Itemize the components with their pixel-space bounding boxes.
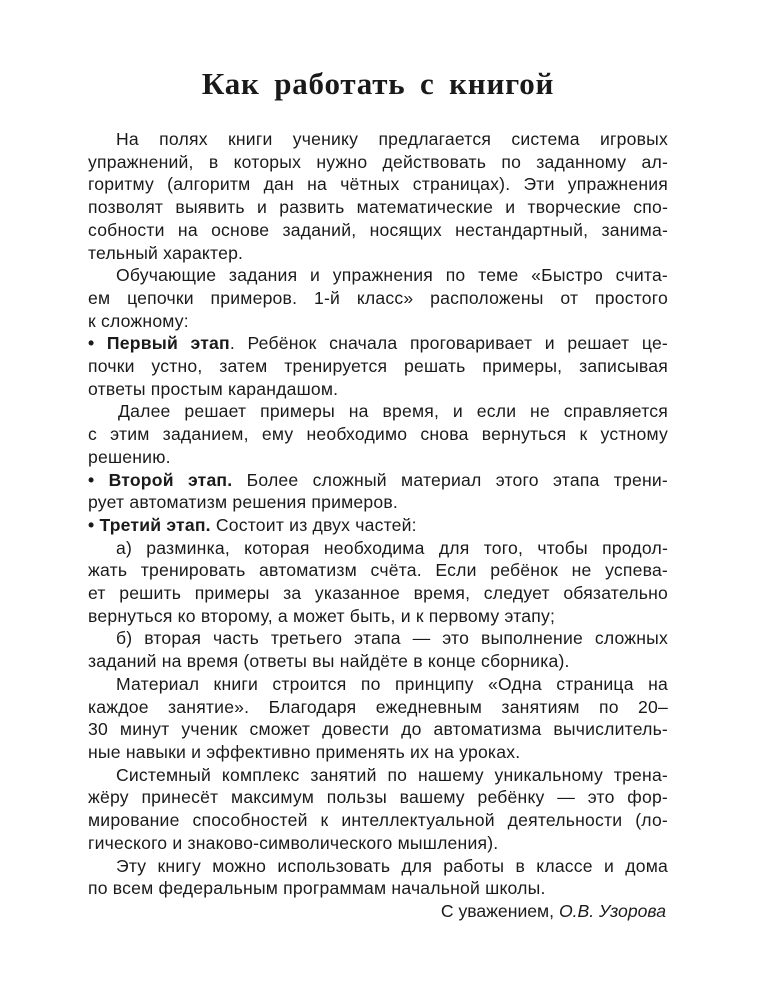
- text-line: [88, 605, 668, 628]
- line-text: ответы простым карандашом.: [88, 378, 339, 399]
- text-line: [88, 809, 668, 832]
- text-line: [88, 219, 668, 242]
- page-title: Как работать с книгой: [201, 66, 555, 101]
- signature: [88, 900, 668, 923]
- text-line: [88, 718, 668, 741]
- text-line: [88, 764, 668, 787]
- text-line: [88, 650, 668, 673]
- text-line: [88, 582, 668, 605]
- signature-greeting: С уважением,: [440, 900, 555, 921]
- line-text: ем цепочки примеров. 1-й класс» расположены от простого: [88, 287, 668, 308]
- stage-label: • Второй этап.: [88, 469, 233, 490]
- text-line: [88, 559, 668, 582]
- line-text: . Ребёнок сначала проговаривает и решает це-: [229, 333, 668, 354]
- line-text: каждое занятие». Благодаря ежедневным занятиям по 20–: [88, 696, 668, 717]
- text-line: [88, 627, 668, 650]
- text-line: [88, 423, 668, 446]
- text-line: [88, 673, 668, 696]
- text-line: [88, 242, 668, 265]
- line-text: упражнений, в которых нужно действовать по заданному ал-: [88, 151, 668, 172]
- line-text: мирование способностей к интеллектуальной деятельности (ло-: [88, 810, 668, 831]
- line-text: Далее решает примеры на время, и если не справляется: [118, 401, 668, 422]
- line-text: горитму (алгоритм дан на чётных страницах). Эти упражнения: [88, 174, 668, 195]
- text-line: [88, 491, 668, 514]
- line-text: собности на основе заданий, носящих нестандартный, занима-: [88, 219, 668, 240]
- line-text: с этим заданием, ему необходимо снова вернуться к устному: [88, 424, 668, 445]
- line-text: 30 минут ученик сможет довести до автоматизма вычислитель-: [88, 719, 668, 740]
- text-line: [88, 696, 668, 719]
- line-text: Системный комплекс занятий по нашему уникальному трена-: [116, 764, 668, 785]
- stage-label: • Первый этап: [88, 333, 230, 354]
- text-line: [88, 264, 668, 287]
- body-text: [88, 128, 668, 900]
- line-text: решению.: [88, 446, 171, 467]
- line-text: ные навыки и эффективно применять их на уроках.: [88, 741, 521, 762]
- text-line: [88, 537, 668, 560]
- line-text: жёру принесёт максимум пользы вашему ребёнку — это фор-: [88, 787, 668, 808]
- line-text: ет решить примеры за указанное время, следует обязательно: [88, 583, 668, 604]
- text-line: [88, 855, 668, 878]
- text-line: [88, 378, 668, 401]
- line-text: позволят выявить и развить математические и творческие спо-: [88, 197, 668, 218]
- line-text: заданий на время (ответы вы найдёте в конце сборника).: [88, 651, 570, 672]
- text-line: [88, 287, 668, 310]
- line-text: Обучающие задания и упражнения по теме «Быстро счита-: [116, 265, 668, 286]
- line-text: Состоит из двух частей:: [210, 514, 417, 535]
- text-line: [88, 128, 668, 151]
- signature-author: О.В. Узорова: [558, 900, 666, 921]
- text-line: [88, 310, 668, 333]
- text-line: [88, 196, 668, 219]
- stage-label: • Третий этап.: [88, 514, 211, 535]
- line-text: Эту книгу можно использовать для работы в классе и дома: [116, 855, 668, 876]
- text-line: [88, 741, 668, 764]
- line-text: На полях книги ученику предлагается система игровых: [116, 129, 668, 149]
- text-line: [88, 469, 668, 492]
- text-line: [88, 446, 668, 469]
- line-text: почки устно, затем тренируется решать примеры, записывая: [88, 356, 668, 377]
- line-text: Материал книги строится по принципу «Одна страница на: [116, 673, 668, 694]
- line-text: к сложному:: [88, 310, 189, 331]
- text-line: [88, 173, 668, 196]
- text-line: [88, 400, 668, 423]
- line-text: тельный характер.: [88, 242, 244, 263]
- line-text: а) разминка, которая необходима для того, чтобы продол-: [116, 537, 668, 558]
- line-text: б) вторая часть третьего этапа — это выполнение сложных: [116, 628, 668, 649]
- text-line: [88, 514, 668, 537]
- line-text: гического и знаково-символического мышления).: [88, 832, 499, 853]
- text-line: [88, 786, 668, 809]
- line-text: жать тренировать автоматизм счёта. Если ребёнок не успева-: [88, 560, 668, 581]
- line-text: рует автоматизм решения примеров.: [88, 492, 399, 513]
- text-line: [88, 832, 668, 855]
- text-line: [88, 151, 668, 174]
- line-text: вернуться ко второму, а может быть, и к первому этапу;: [88, 605, 556, 626]
- document-page: [88, 64, 668, 923]
- text-line: [88, 877, 668, 900]
- line-text: Более сложный материал этого этапа трени-: [232, 469, 668, 490]
- text-line: [88, 355, 668, 378]
- text-line: [88, 332, 668, 355]
- line-text: по всем федеральным программам начальной школы.: [88, 878, 546, 899]
